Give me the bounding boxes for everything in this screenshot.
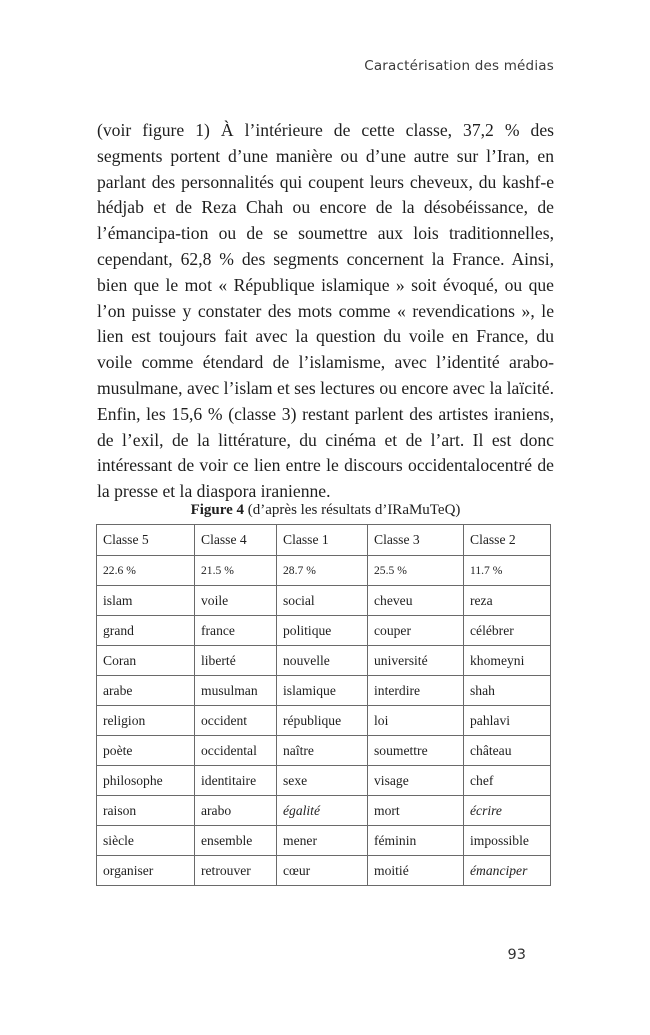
table-cell: reza xyxy=(464,586,551,616)
table-cell: musulman xyxy=(195,676,277,706)
table-cell: islam xyxy=(97,586,195,616)
table-row xyxy=(97,676,551,706)
table-cell: voile xyxy=(195,586,277,616)
table-cell: occidental xyxy=(195,736,277,766)
percentage-cell: 22.6 % xyxy=(97,556,195,586)
table-cell: poète xyxy=(97,736,195,766)
header-cell: Classe 1 xyxy=(277,525,368,556)
classes-table xyxy=(96,524,551,886)
table-row xyxy=(97,646,551,676)
percentage-cell: 28.7 % xyxy=(277,556,368,586)
table-cell: féminin xyxy=(368,826,464,856)
table-cell: soumettre xyxy=(368,736,464,766)
body-paragraph: (voir figure 1) À l’intérieure de cette classe, 37,2 % des segments portent d’une manière ou d’une autre sur l’Iran, en parlant des personnalités qui coupent leurs cheveux, du kashf-e hédjab et de Reza Chah ou encore de la désobéissance, de l’émancipa-tion ou de se soumettre aux lois traditionnelles, cependant, 62,8 % des segments concernent la France. Ainsi, bien que le mot « République islamique » soit évoqué, ou que l’on puisse y constater des mots comme « revendications », le lien est toujours fait avec la question du voile en France, du voile comme étendard de l’islamisme, avec l’identité arabo-musulmane, avec l’islam et ses lectures ou encore avec la laïcité. Enfin, les 15,6 % (classe 3) restant parlent des artistes iraniens, de l’exil, de la littérature, du cinéma et de l’art. Il est donc intéressant de voir ce lien entre le discours occidentalocentré de la presse et la diaspora iranienne. xyxy=(97,120,554,502)
table-cell: france xyxy=(195,616,277,646)
table-cell: social xyxy=(277,586,368,616)
table-cell: loi xyxy=(368,706,464,736)
table-cell: siècle xyxy=(97,826,195,856)
table-cell: mort xyxy=(368,796,464,826)
table-cell: retrouver xyxy=(195,856,277,886)
table-cell: sexe xyxy=(277,766,368,796)
header-cell: Classe 5 xyxy=(97,525,195,556)
table-cell: shah xyxy=(464,676,551,706)
header-cell: Classe 4 xyxy=(195,525,277,556)
table-cell: mener xyxy=(277,826,368,856)
table-cell: moitié xyxy=(368,856,464,886)
table-cell: philosophe xyxy=(97,766,195,796)
table-cell: organiser xyxy=(97,856,195,886)
table-row xyxy=(97,796,551,826)
table-row xyxy=(97,616,551,646)
table-cell: arabe xyxy=(97,676,195,706)
table-cell: château xyxy=(464,736,551,766)
table-cell: liberté xyxy=(195,646,277,676)
table-cell: raison xyxy=(97,796,195,826)
table-row xyxy=(97,766,551,796)
table-cell: nouvelle xyxy=(277,646,368,676)
table-cell: naître xyxy=(277,736,368,766)
table-cell: chef xyxy=(464,766,551,796)
table-cell: cheveu xyxy=(368,586,464,616)
table-cell: écrire xyxy=(464,796,551,826)
figure-label: Figure 4 xyxy=(190,502,245,518)
table-cell: khomeyni xyxy=(464,646,551,676)
table-cell: ensemble xyxy=(195,826,277,856)
table-cell: arabo xyxy=(195,796,277,826)
header-cell: Classe 2 xyxy=(464,525,551,556)
table-row xyxy=(97,736,551,766)
table-cell: occident xyxy=(195,706,277,736)
percentage-cell: 21.5 % xyxy=(195,556,277,586)
percentage-cell: 11.7 % xyxy=(464,556,551,586)
table-cell: religion xyxy=(97,706,195,736)
table-cell: pahlavi xyxy=(464,706,551,736)
table-cell: islamique xyxy=(277,676,368,706)
table-cell: cœur xyxy=(277,856,368,886)
percentage-row xyxy=(97,556,551,586)
table-cell: émanciper xyxy=(464,856,551,886)
table-row xyxy=(97,826,551,856)
table-header-row xyxy=(97,525,551,556)
table-cell: égalité xyxy=(277,796,368,826)
figure-caption xyxy=(97,502,554,519)
page-number: 93 xyxy=(507,947,526,963)
table-cell: visage xyxy=(368,766,464,796)
running-head: Caractérisation des médias xyxy=(364,58,554,74)
table-cell: couper xyxy=(368,616,464,646)
table-cell: université xyxy=(368,646,464,676)
table-row xyxy=(97,706,551,736)
table-cell: république xyxy=(277,706,368,736)
table-row xyxy=(97,586,551,616)
table-cell: grand xyxy=(97,616,195,646)
percentage-cell: 25.5 % xyxy=(368,556,464,586)
table-cell: interdire xyxy=(368,676,464,706)
table-row xyxy=(97,856,551,886)
table-cell: impossible xyxy=(464,826,551,856)
table-cell: célébrer xyxy=(464,616,551,646)
table-cell: politique xyxy=(277,616,368,646)
table-cell: Coran xyxy=(97,646,195,676)
table-cell: identitaire xyxy=(195,766,277,796)
figure-caption-text: (d’après les résultats d’IRaMuTeQ) xyxy=(244,502,461,518)
header-cell: Classe 3 xyxy=(368,525,464,556)
